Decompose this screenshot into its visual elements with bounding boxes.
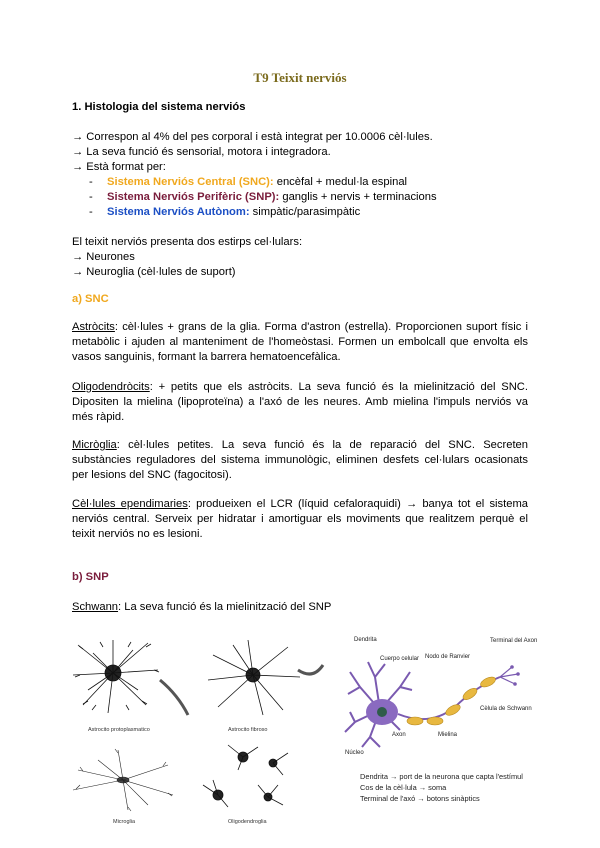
label-dendrita: Dendrita [354, 637, 377, 643]
label-nodo: Nodo de Ranvier [425, 654, 471, 660]
intro-line: → Està format per: [72, 161, 166, 173]
bullet-snc: - Sistema Nerviós Central (SNC): encèfal + medul·la espinal [89, 176, 408, 188]
astrocyte-fibrous-drawing [208, 640, 323, 715]
astrocits-paragraph: Astròcits: cèl·lules + grans de la glia. Forma d'astron (estrella). Proporcionen suport físic i metabòlic i ajuden al manteniment de l'homeòstasi. Formen un embolcall que envolta els vasos sanguinis, formant la barrera hematoencefàlica. [72, 321, 528, 363]
bullet-desc: ganglis + nervis + terminacions [279, 191, 437, 203]
label-axon: Axon [392, 732, 406, 738]
intro-line: → La seva funció és sensorial, motora i integradora. [72, 146, 331, 158]
bullet-name: Sistema Nerviós Autònom: [107, 206, 250, 218]
bullet-desc: encèfal + medul·la espinal [273, 176, 408, 188]
term-ependimaries: Cèl·lules ependimaries [72, 498, 188, 510]
term-astrocits: Astròcits [72, 321, 115, 333]
cells-intro: El teixit nerviós presenta dos estirps cel·lulars: [72, 236, 303, 248]
bullet-name: Sistema Nerviós Perifèric (SNP): [107, 191, 280, 203]
term-schwann: Schwann [72, 601, 119, 613]
section-heading-histologia: 1. Histologia del sistema nerviós [72, 101, 246, 113]
intro-line: → Correspon al 4% del pes corporal i està integrat per 10.0006 cèl·lules. [72, 131, 433, 143]
glia-caption: Oligodendroglia [228, 819, 267, 825]
label-mielina: Mielina [438, 732, 458, 738]
bullet-name: Sistema Nerviós Central (SNC): [107, 176, 274, 188]
label-cuerpo: Cuerpo celular [380, 656, 420, 662]
axon-terminal-drawing [500, 667, 518, 684]
astrocyte-protoplasmic-drawing [73, 640, 188, 715]
glia-caption: Astrocito fibroso [228, 727, 268, 733]
bullet-desc: simpàtic/parasimpàtic [249, 206, 361, 218]
glia-caption: Astrocito protoplasmatico [88, 727, 150, 733]
label-terminal: Terminal del Axon [490, 638, 538, 644]
cells-item: → Neuroglia (cèl·lules de suport) [72, 266, 236, 278]
term-microglia: Micròglia [72, 439, 117, 451]
snp-heading: b) SNP [72, 571, 109, 583]
bullet-snp: - Sistema Nerviós Perifèric (SNP): ganglis + nervis + terminacions [89, 191, 437, 203]
legend-line: Dendrita → port de la neurona que capta l'estímul [360, 772, 523, 781]
label-nucleo: Núcleo [345, 750, 364, 756]
neuron-figure [340, 632, 538, 757]
microglia-paragraph: Micròglia: cèl·lules petites. La seva funció és la de reparació del SNC. Secreten substàncies reguladores del sistema immunològic, eliminen desfets cel·lulars ocasionats per lesions del SNC (fagocitosi). [72, 439, 528, 481]
page-title: T9 Teixit nerviós [253, 70, 347, 85]
glia-caption: Microglia [113, 819, 136, 825]
myelin-sheath-drawing [407, 675, 497, 725]
intro-lines [72, 130, 528, 175]
neuron-nucleus-drawing [377, 707, 387, 717]
glia-figure [68, 635, 338, 835]
snc-heading: a) SNC [72, 293, 109, 305]
term-oligodendrocits: Oligodendròcits [72, 381, 150, 393]
oligodendrocits-paragraph: Oligodendròcits: + petits que els astròcits. La seva funció és la mielinització del SNC. Dipositen la mielina (lipoproteïna) a l'axó de les neures. Amb mielina l'impuls nerviós va més ràpid. [72, 381, 528, 423]
label-celula: Cèlula de Schwann [480, 706, 532, 712]
schwann-paragraph: Schwann: La seva funció és la mielinització del SNP [72, 601, 332, 613]
cells-item: → Neurones [72, 251, 135, 263]
legend-line: Terminal de l'axó → botons sinàptics [360, 794, 480, 803]
legend-line: Cos de la cèl·lula → soma [360, 783, 447, 792]
bullet-autonom: - Sistema Nerviós Autònom: simpàtic/parasimpàtic [89, 206, 361, 218]
neuron-legend [360, 771, 523, 804]
oligodendroglia-drawing [203, 745, 288, 807]
ependimaries-paragraph: Cèl·lules ependimaries: produeixen el LCR (líquid cefaloraquidi) → banya tot el sistema nerviós central. Serveix per hidratar i amortiguar els moviments que realitzem perquè el teixit nerviós no es lesioni. [72, 498, 528, 540]
microglia-drawing [73, 749, 173, 811]
cells-block [72, 235, 528, 280]
